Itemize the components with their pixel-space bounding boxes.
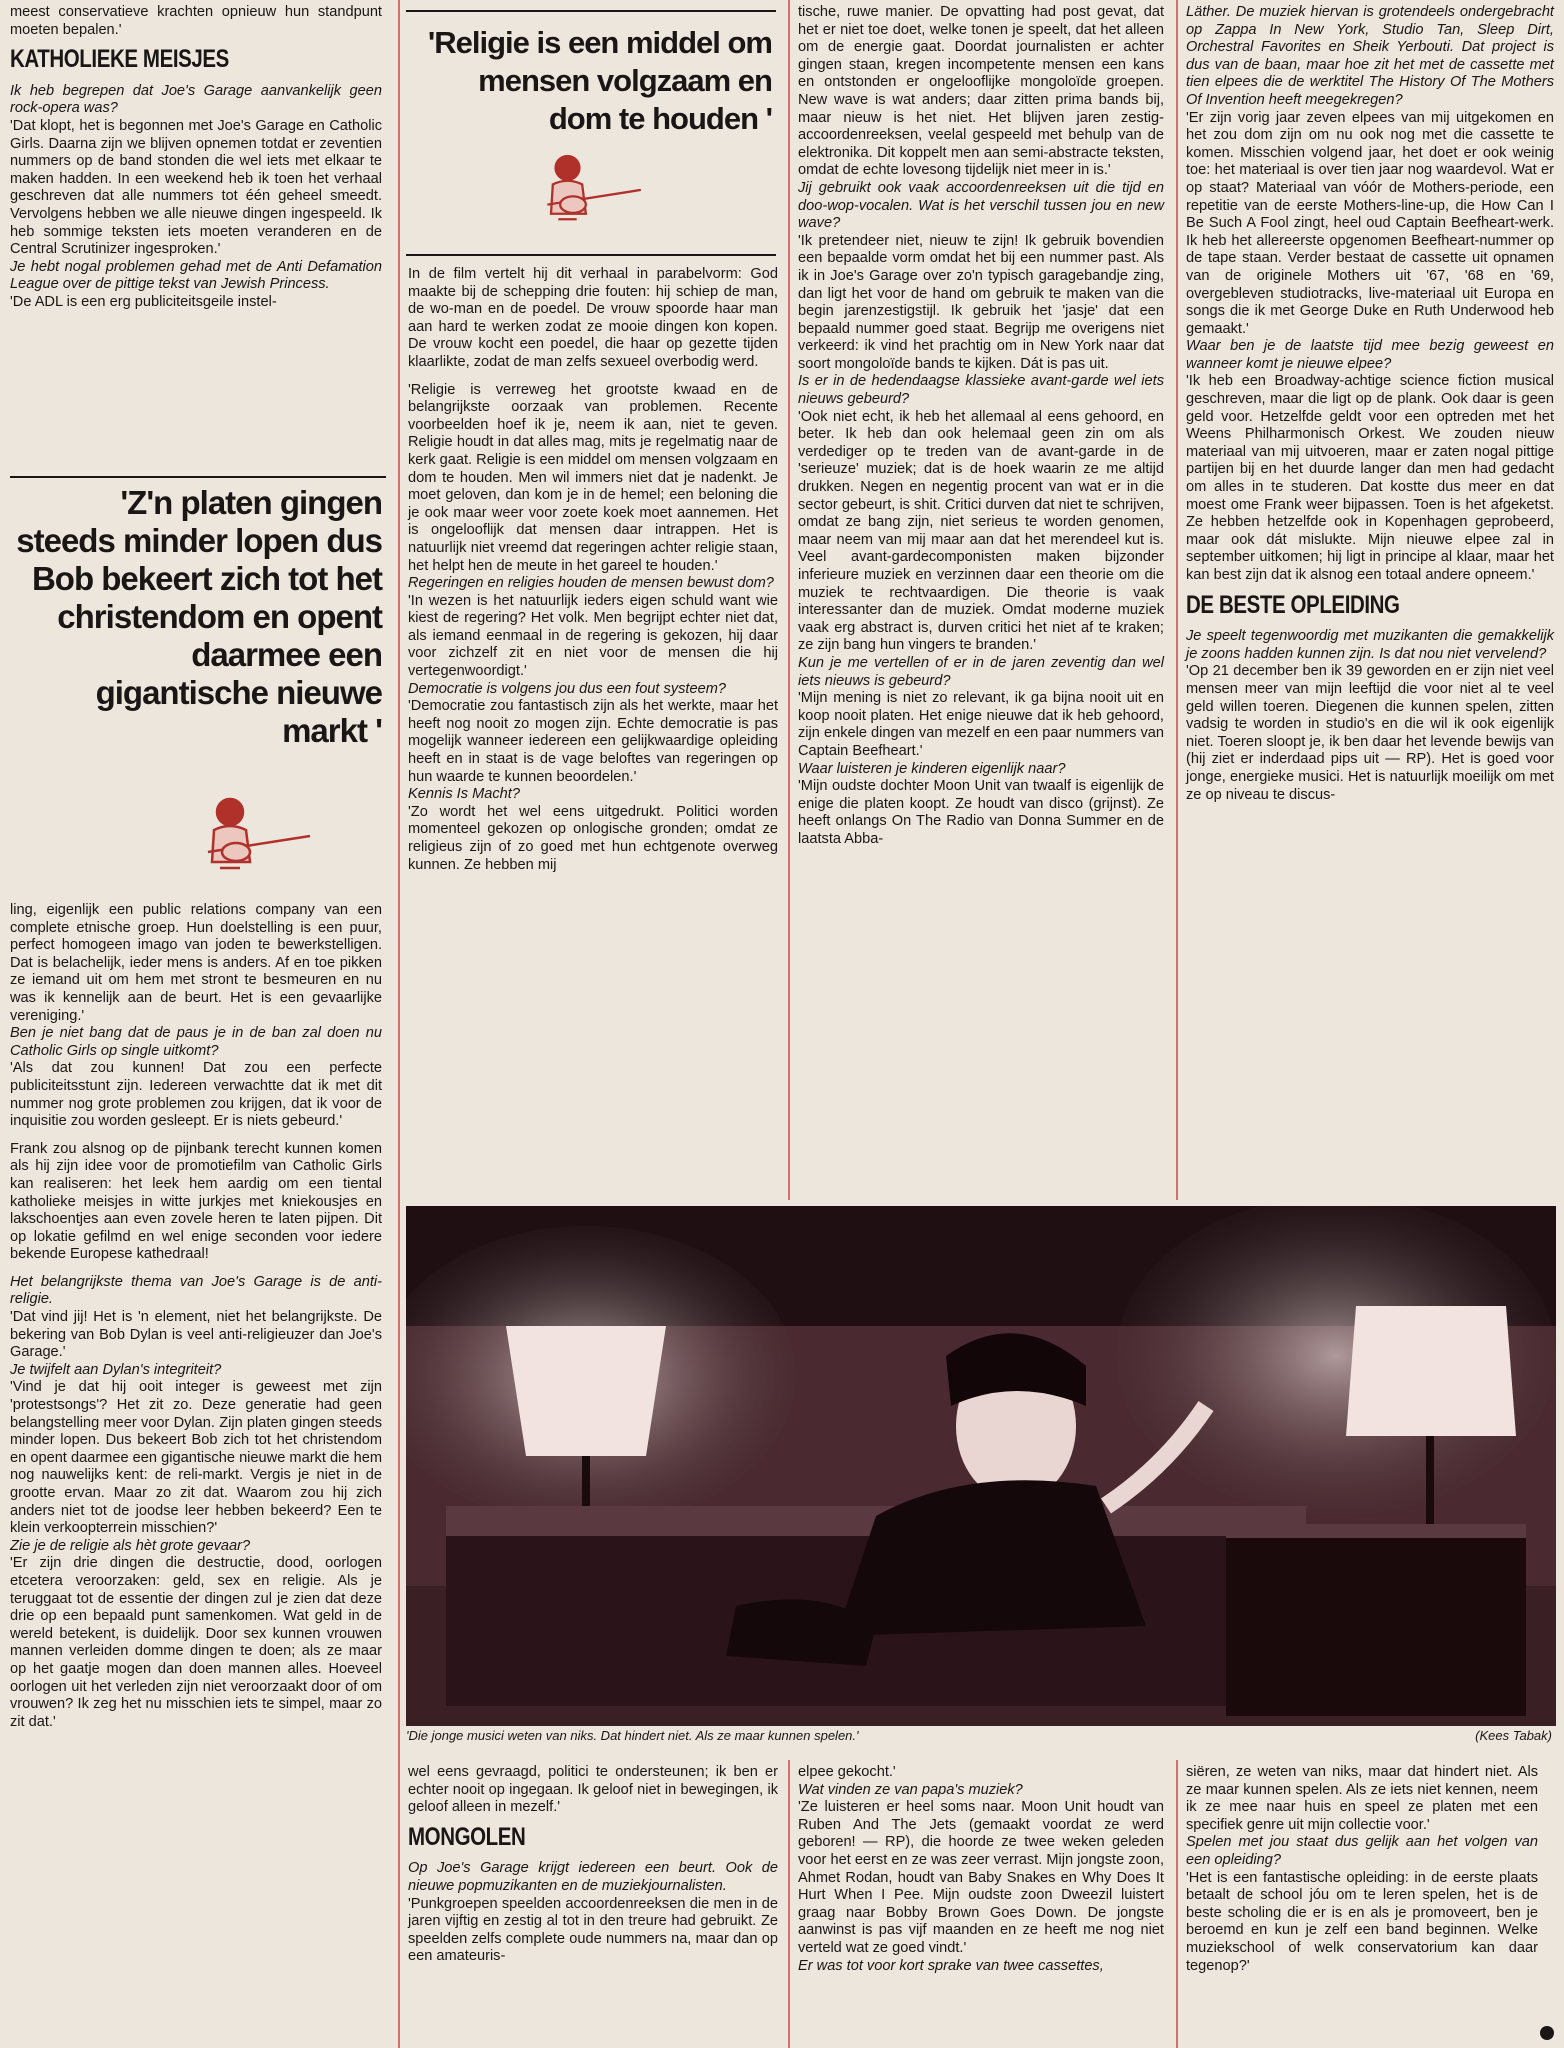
quote-rule: [10, 476, 386, 478]
question: Er was tot voor kort sprake van twee cassettes,: [798, 1957, 1104, 1974]
subheading-katholieke-meisjes: KATHOLIEKE MEISJES: [10, 45, 229, 74]
paragraph: 'Mijn oudste dochter Moon Unit van twaalf is eigenlijk de enige die platen koopt. Ze houdt van disco (grijnst). Ze heeft onlangs On The Radio van Donna Summer en de laatsta Abba-: [798, 778, 1164, 847]
guitar-player-icon: [540, 146, 650, 232]
paragraph: meest conservatieve krachten opnieuw hun standpunt moeten bepalen.': [10, 4, 382, 38]
column-rule: [788, 0, 790, 1200]
question: Zie je de religie als hèt grote gevaar?: [10, 1537, 251, 1554]
column-rule: [1176, 1760, 1178, 2048]
paragraph: 'Vind je dat hij ooit integer is geweest met zijn 'protestsongs'? Het zit zo. Deze generatie had geen belangstelling meer voor Dylan. Zijn platen gingen steeds minder lopen. Dus bekeert Bob zich tot het christendom en opent daarmee een gigantische nieuwe markt die hem nog nauwelijks kent: de reli-markt. Vergis je niet in de grootte ervan. Maar zo zit dat. Waarom zou hij zich anders niet tot de joodse leer hebben bekeerd? Een te klein verkoopterrein misschien?': [10, 1379, 382, 1537]
paragraph: 'Ik pretendeer niet, nieuw te zijn! Ik gebruik bovendien een bepaalde vorm omdat het bij een nummer past. Als ik in Joe's Garage over zo'n typisch garagebandje zing, dan ligt het voor de hand om gebruik te maken van die begin jarenzestigstijl. Ik gebruik het 'jasje' dat een bepaald nummer goed staat. Begrijp me overigens niet verkeerd: ik vind het prachtig om in New York naar dat soort mongoloïde bands te kijken. Dát is pas uit.: [798, 232, 1164, 372]
column-4-bottom: [1186, 1764, 1538, 1975]
paragraph: 'Ik heb een Broadway-achtige science fiction musical geschreven, maar die ligt op de plank. Ook daar is geen geld voor. Hetzelfde geldt voor een optreden met het Weens Philharmonisch Orkest. We zouden nieuw materiaal van mij uitvoeren, maar er zaten nogal pittige partijen bij en het duurde langer dan men had gedacht om alles in te studeren. Dat kostte dus meer en dat moest ome Frank weer bijpassen. Toen is het afgeketst. Ze hebben hetzelfde ook in Kopenhagen geprobeerd, maar ook dát mislukte. Mijn nieuwe elpee zal in september uitkomen; hij ligt in principe al klaar, maar het kan best zijn dat ik alsnog een totaal andere opneem.': [1186, 373, 1554, 583]
guitar-player-icon: [200, 790, 320, 880]
question: Ik heb begrepen dat Joe's Garage aanvankelijk geen rock-opera was?: [10, 82, 382, 117]
paragraph: 'Er zijn vorig jaar zeven elpees van mij uitgekomen en het zou dom zijn om nu ook nog met die cassette te komen. Misschien volgend jaar, het doet er ook weinig toe: het materiaal is over tien jaar nog waardevol. Wat er op staat? Materiaal van vóór de Mothers-periode, een repetitie van de eerste Mothers-line-up, die How Can I Be Such A Fool zingt, heel oud Captain Beefheart-werk. Ik heb het allereerste opgenomen Beefheart-nummer op de tape staan. Verder bestaat de cassette uit opnamen van de originele Mothers uit '67, '68 en '69, overgebleven studiotracks, live-materiaal uit Europa en songs die ik met George Duke en Ruth Underwood heb gemaakt.': [1186, 109, 1554, 337]
quote-rule: [406, 10, 776, 12]
paragraph: 'Op 21 december ben ik 39 geworden en er zijn niet veel mensen meer van mijn leeftijd die voor niet al te veel geld willen toeren. Diegenen die kunnen spelen, zitten vadsig te worden in studio's en die wil ik ook eigenlijk niet. Toeren sloopt je, ik ben daar het levende bewijs van (hij ziet er inderdaad pips uit — RP). Het is goed voor jonge, energieke musici. Het is natuurlijk moeilijk om met ze op niveau te discus-: [1186, 663, 1554, 803]
paragraph: 'Religie is verreweg het grootste kwaad en de belangrijkste oorzaak van problemen. Recente voorbeelden hoef ik je, neem ik aan, niet te geven. Religie houdt in dat alles mag, mits je regelmatig naar de kerk gaat. Religie is een middel om mensen volgzaam en dom te houden. Men wil immers niet dat je nadenkt. Je moet geloven, dan kom je in de hemel; een beloning die je ook maar weer voor zoete koek moet aannemen. Het is ongelooflijk dat mensen daar intrappen. Het is natuurlijk niet vreemd dat regeringen achter religie staan, het helpt hen de meute in het gareel te houden.': [408, 381, 778, 574]
paragraph: 'Dat vind jij! Het is 'n element, niet het belangrijkste. De bekering van Bob Dylan is veel anti-religieuzer dan Joe's Garage.': [10, 1309, 382, 1361]
subheading-de-beste-opleiding: DE BESTE OPLEIDING: [1186, 590, 1400, 619]
paragraph: 'Punkgroepen speelden accoordenreeksen die men in de jaren vijftig en zestig al tot in den treure had gebruikt. Ze speelden zelfs complete oude nummers na, maar dan op een amateuris-: [408, 1895, 778, 1965]
paragraph: In de film vertelt hij dit verhaal in parabelvorm: God maakte bij de schepping drie fouten: hij schiep de man, de wo-man en de poedel. De vrouw spoorde haar man aan hard te werken zodat ze mooie dingen kon kopen. De vrouw kocht een poedel, die haar op gezette tijden klaarlikte, zodat de man zelfs sexueel overbodig werd.: [408, 266, 778, 370]
paragraph: siëren, ze weten van niks, maar dat hindert niet. Als ze maar kunnen spelen. Als ze iets niet kennen, neem ik ze mee naar huis en speel ze platen met een specifiek genre uit mijn collectie voor.': [1186, 1764, 1538, 1833]
caption-text: 'Die jonge musici weten van niks. Dat hindert niet. Als ze maar kunnen spelen.': [406, 1728, 859, 1743]
paragraph: 'Democratie zou fantastisch zijn als het werkte, maar het heeft nog nooit zo mogen zijn. Echte democratie is pas mogelijk wanneer iedereen een gelijkwaardige opleiding heeft en in staat is de vage beloftes van regeringen op hun waarde te kunnen beoordelen.': [408, 698, 778, 785]
photo-caption: [406, 1728, 1556, 1743]
paragraph: tische, ruwe manier. De opvatting had post gevat, dat het er niet toe doet, welke tonen je speelt, dat het alleen om de energie gaat. Doordat journalisten er achter gingen staan, kregen incompetente mensen een kans en ontstonden er ongelooflijke mongoloïde groepen. New wave is wat anders; daar zitten prima bands bij, maar nieuw is het niet. Het blijven jaren zestig-accoordenreeksen, veelal gespeeld met behulp van de elektronika. Dit koppelt men aan semi-abstracte teksten, omdat de echte lovesong tijdelijk niet meer in is.': [798, 4, 1164, 179]
question: Is er in de hedendaagse klassieke avant-garde wel iets nieuws gebeurd?: [798, 373, 1164, 408]
paragraph: 'Dat klopt, het is begonnen met Joe's Garage en Catholic Girls. Daarna zijn we blijven opnemen totdat er zeventien nummers op de band stonden die wel iets met elkaar te maken hadden. In een weekend heb ik toen het verhaal geschreven dat alle nummers tot één geheel smeedt. Vervolgens hebben we alle nieuwe dingen ingespeeld. Ik heb sommige teksten iets moeten veranderen en de Central Scrutinizer ingesproken.': [10, 117, 382, 258]
paragraph: 'Ook niet echt, ik heb het allemaal al eens gehoord, en beter. Ik heb dan ook helemaal geen zin om als verdediger op te treden van de avant-garde in de 'serieuze' muziek; dat is de hoek waarin ze me altijd drukken. Negen en negentig procent van wat er in die sector gebeurt, is shit. Critici durven dat niet te schrijven, omdat ze bang zijn, niet serieus te worden genomen, maar neem van mij maar aan dat het merendeel kut is. Veel avant-gardecomponisten maken bijzonder inferieure muziek en verzinnen daar een theorie om die muziek te rechtvaardigen. Die theorie is vaak interessanter dan de muziek. Omdat moderne muziek vaak erg abstract is, durven critici het niet af te kraken; ze zijn bang hun vingers te branden.': [798, 408, 1164, 654]
photo-credit: (Kees Tabak): [1475, 1728, 1552, 1743]
question: Läther. De muziek hiervan is grotendeels ondergebracht op Zappa In New York, Studio Tan, Sleep Dirt, Orchestral Favorites en Sheik Yerbouti. Dat project is dus van de baan, maar hoe zit het met de cassette met tien elpees die de werktitel The History Of The Mothers Of Invention heeft meegekregen?: [1186, 4, 1554, 108]
photo-scene: [406, 1206, 1556, 1726]
column-rule: [398, 0, 400, 2048]
paragraph: 'Het is een fantastische opleiding: in de eerste plaats betaalt de school jóu om te leren spelen, het is de beste scholing die er is en als je promoveert, ben je beroemd en kun je zelf een band beginnen. Welke muziekschool of welk conservatorium kan daar tegenop?': [1186, 1869, 1538, 1974]
column-2-bottom: [408, 1764, 778, 1966]
quote-rule: [406, 254, 776, 256]
paragraph: elpee gekocht.': [798, 1764, 896, 1780]
question: Je speelt tegenwoordig met muzikanten die gemakkelijk je zoons hadden kunnen zijn. Is dat nou niet vervelend?: [1186, 628, 1554, 662]
column-1-top: [10, 4, 382, 312]
question: Waar ben je de laatste tijd mee bezig geweest en wanneer komt je nieuwe elpee?: [1186, 338, 1554, 372]
column-rule: [1176, 0, 1178, 1200]
question: Op Joe's Garage krijgt iedereen een beurt. Ook de nieuwe popmuzikanten en de muziekjournalisten.: [408, 1860, 778, 1894]
pull-quote-bob: 'Z'n platen gingen steeds minder lopen dus Bob bekeert zich tot het christendom en opent daarmee een gigantische nieuwe markt ': [16, 484, 382, 749]
column-3-top: [798, 4, 1164, 849]
subheading-mongolen: MONGOLEN: [408, 1822, 526, 1851]
question: Democratie is volgens jou dus een fout systeem?: [408, 680, 726, 697]
column-4-top: [1186, 4, 1554, 804]
question: Kennis Is Macht?: [408, 786, 520, 803]
question: Waar luisteren je kinderen eigenlijk naar?: [798, 760, 1066, 777]
column-2-top: [408, 266, 778, 874]
paragraph: Frank zou alsnog op de pijnbank terecht kunnen komen als hij zijn idee voor de promotiefilm van Catholic Girls kan realiseren: het leek hem aardig om een tiental katholieke meisjes in witte jurkjes met kniekousjes en lakschoentjes aan even zovele heren te laten pijpen. Dit op lokatie gefilmd en wel enige seconden voor iedere bekende Europese kathedraal!: [10, 1140, 382, 1263]
paragraph: 'Er zijn drie dingen die destructie, dood, oorlogen etcetera veroorzaken: geld, sex en religie. Als je teruggaat tot de essentie der dingen zul je zien dat deze drie op een bepaald punt samenkomen. Wat geld in de wereld betekent, is duidelijk. Door sex kunnen vrouwen mannen verleiden domme dingen te doen; als ze maar op het gaatje mogen dan doen mannen alles. Hoeveel oorlogen uit het verleden zijn niet veroorzaakt door of om vrouwen? Ik zeg het nu misschien iets te simpel, maar zo zit dat.': [10, 1555, 382, 1730]
question: Regeringen en religies houden de mensen bewust dom?: [408, 575, 774, 592]
paragraph: 'Mijn mening is niet zo relevant, ik ga bijna nooit uit en koop nooit platen. Het enige nieuwe dat ik heb gehoord, zijn enkele dingen van mezelf en een paar nummers van Captain Beefheart.': [798, 690, 1164, 759]
column-rule: [788, 1760, 790, 2048]
paragraph: 'Als dat zou kunnen! Dat zou een perfecte publiciteitsstunt zijn. Iedereen verwachtte dat ik met dit nummer nog grote problemen zou krijgen, dat ik voor de inquisitie zou worden gesleept. Er is niets gebeurd.': [10, 1060, 382, 1130]
question: Kun je me vertellen of er in de jaren zeventig dan wel iets nieuws is gebeurd?: [798, 654, 1164, 689]
question: Wat vinden ze van papa's muziek?: [798, 1781, 1023, 1798]
question: Het belangrijkste thema van Joe's Garage is de anti-religie.: [10, 1273, 382, 1308]
paragraph: ling, eigenlijk een public relations company van een complete etnische groep. Hun doelstelling is een puur, perfect homogeen imago van joden te bewerkstelligen. Dat is belachelijk, ieder mens is anders. Af en toe pikken ze iemand uit om hem met stront te besmeuren en nu was ik kennelijk aan de beurt. Het is een gevaarlijke vereniging.': [10, 902, 382, 1024]
column-3-bottom: [798, 1764, 1164, 1975]
question: Je twijfelt aan Dylan's integriteit?: [10, 1361, 222, 1378]
question: Ben je niet bang dat de paus je in de ban zal doen nu Catholic Girls op single uitkomt?: [10, 1025, 382, 1059]
paragraph: 'Zo wordt het wel eens uitgedrukt. Politici worden momenteel gekozen op onlogische gronden; omdat ze religieus zijn of zo goed met hun echtgenote overweg kunnen. Ze hebben mij: [408, 803, 778, 873]
paragraph: 'In wezen is het natuurlijk ieders eigen schuld want wie kiest de regering? Het volk. Men begrijpt echter niet dat, als iemand eenmaal in de regering is gekozen, hij daar voor zichzelf zit en niet voor de mensen die hij vertegenwoordigt.': [408, 592, 778, 680]
article-photo: [406, 1206, 1556, 1726]
question: Jij gebruikt ook vaak accoordenreeksen uit die tijd en doo-wop-vocalen. Wat is het verschil tussen jou en new wave?: [798, 179, 1164, 232]
pull-quote-religion: 'Religie is een middel om mensen volgzaam en dom te houden ': [427, 25, 772, 136]
column-1-bottom: [10, 902, 382, 1731]
end-bullet-icon: [1540, 2026, 1554, 2040]
paragraph: wel eens gevraagd, politici te ondersteunen; ik ben er echter nooit op ingegaan. Ik geloof niet in bewegingen, ik geloof alleen in mezelf.': [408, 1764, 778, 1816]
question: Je hebt nogal problemen gehad met de Anti Defamation League over de pittige tekst van Jewish Princess.: [10, 258, 382, 293]
question: Spelen met jou staat dus gelijk aan het volgen van een opleiding?: [1186, 1834, 1538, 1868]
paragraph: 'Ze luisteren er heel soms naar. Moon Unit houdt van Ruben And The Jets (gemaakt voordat ze werd geboren! — RP), die hoorde ze twee weken geleden voor het eerst en ze was zeer verrast. Mijn jongste zoon, Ahmet Rodan, houdt van Baby Snakes en Why Does It Hurt When I Pee. Mijn oudste zoon Dweezil luistert graag naar Bobby Brown Goes Down. De jongste aanwinst is pas vijf maanden en ze heeft me nog niet verteld wat ze goed vindt.': [798, 1799, 1164, 1956]
paragraph: 'De ADL is een erg publiciteitsgeile instel-: [10, 293, 277, 310]
